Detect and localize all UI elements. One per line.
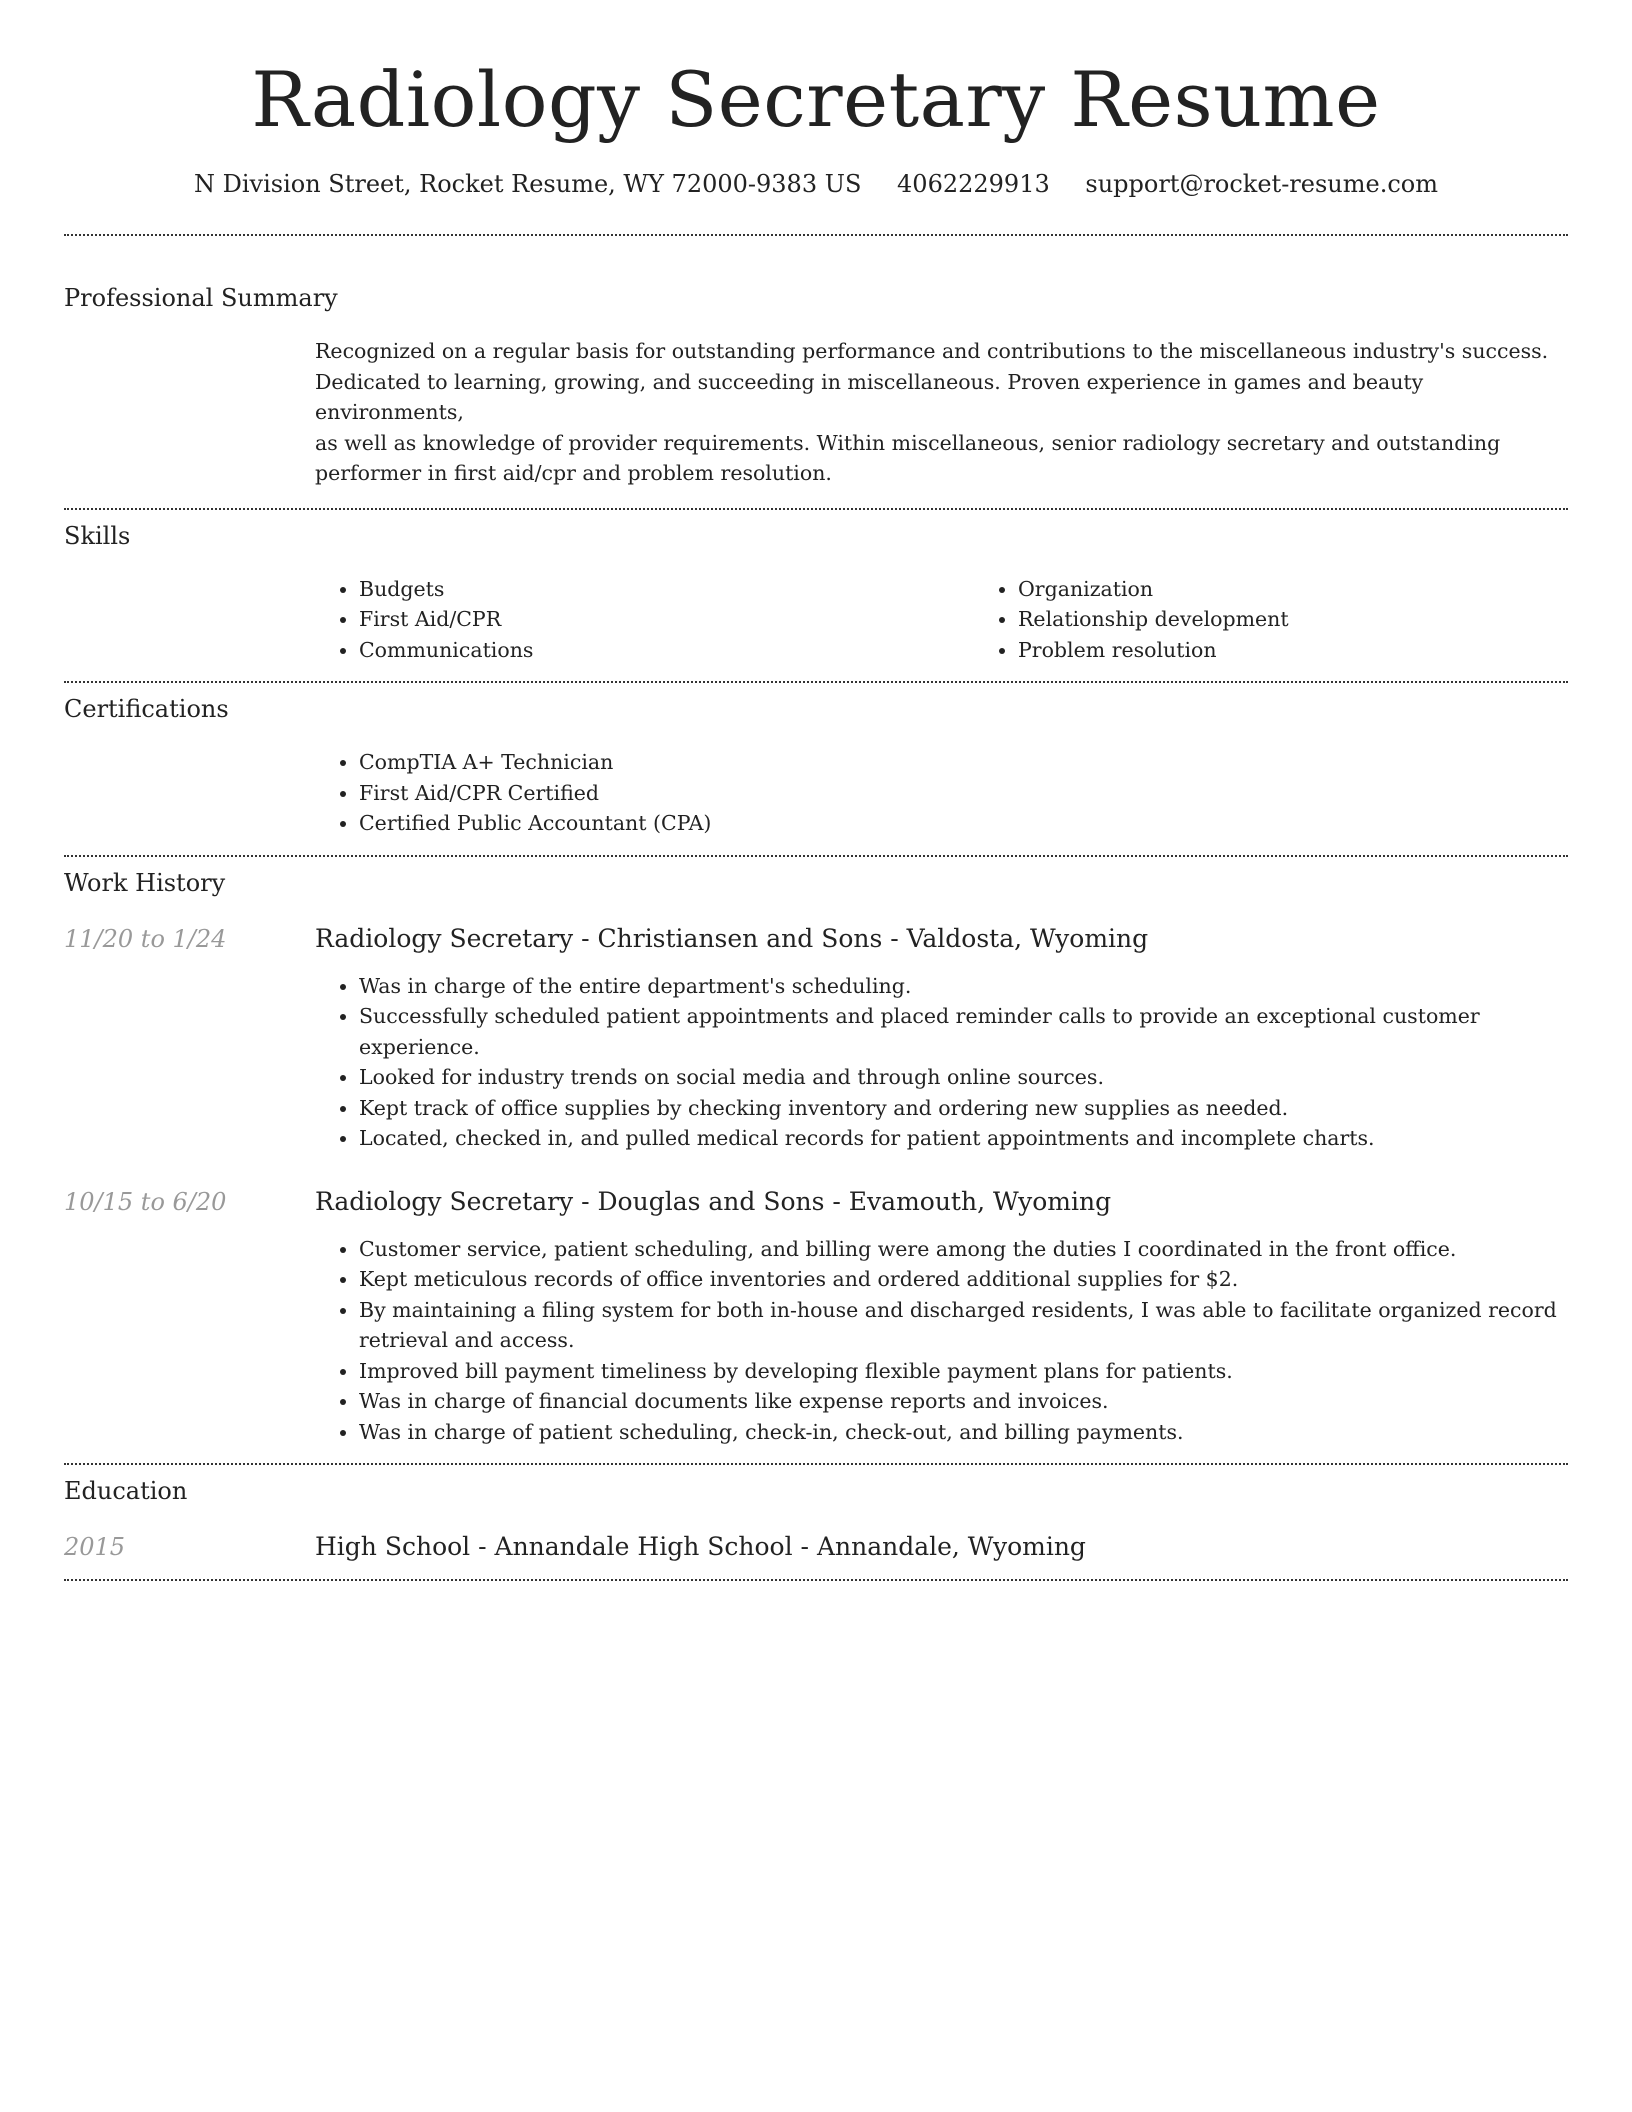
skills-row [64, 574, 1568, 666]
contact-phone: 4062229913 [897, 170, 1050, 198]
summary-section [64, 282, 1568, 489]
summary-line: Dedicated to learning, growing, and succeeding in miscellaneous. Proven experience in games and beauty environments, [315, 369, 1424, 424]
certification-item: • CompTIA A+ Technician [359, 747, 1568, 778]
skill-item: • Budgets [359, 574, 974, 605]
job-bullet: • Was in charge of patient scheduling, check-in, check-out, and billing payments. [359, 1417, 1568, 1448]
skill-item: • Communications [359, 635, 974, 666]
education-title: High School - Annandale High School - Annandale, Wyoming [315, 1532, 1086, 1561]
skill-item: • Organization [1018, 574, 1632, 605]
summary-text [315, 336, 1568, 489]
certification-item: • Certified Public Accountant (CPA) [359, 808, 1568, 839]
summary-body [315, 336, 1568, 489]
skills-list-left [315, 574, 974, 666]
job-bullet: • By maintaining a filing system for both in-house and discharged residents, I was able to facilitate organized record retrieval and access. [359, 1295, 1568, 1356]
section-divider [64, 234, 1568, 236]
contact-email: support@rocket-resume.com [1085, 170, 1438, 198]
skill-item: • First Aid/CPR [359, 604, 974, 635]
education-entry [64, 1531, 1568, 1563]
job-title: Radiology Secretary - Christiansen and Sons - Valdosta, Wyoming [315, 923, 1149, 953]
job-bullets [315, 1234, 1568, 1448]
job-body [315, 1186, 1568, 1448]
job-body [315, 923, 1568, 1154]
contact-line [64, 168, 1568, 200]
skills-heading: Skills [64, 521, 131, 550]
job-bullet: • Successfully scheduled patient appointments and placed reminder calls to provide an exceptional customer experience. [359, 1001, 1568, 1062]
certifications-spacer [64, 747, 315, 839]
certifications-list [315, 747, 1568, 839]
summary-line: Recognized on a regular basis for outstanding performance and contributions to the miscellaneous industry's success. [315, 339, 1549, 363]
certifications-section [64, 693, 1568, 839]
resume-title: Radiology Secretary Resume [251, 55, 1381, 144]
summary-heading: Professional Summary [64, 284, 338, 312]
certification-item: • First Aid/CPR Certified [359, 778, 1568, 809]
education-section [64, 1475, 1568, 1563]
job-bullet: • Customer service, patient scheduling, and billing were among the duties I coordinated in the front office. [359, 1234, 1568, 1265]
section-divider [64, 1463, 1568, 1465]
resume-page [64, 0, 1568, 1581]
certifications-heading: Certifications [64, 695, 229, 723]
job-bullet: • Was in charge of the entire department's scheduling. [359, 971, 1568, 1002]
section-divider [64, 1579, 1568, 1581]
work-heading: Work History [64, 868, 226, 897]
summary-spacer [64, 336, 315, 489]
certifications-row [64, 747, 1568, 839]
education-body [315, 1531, 1568, 1563]
section-divider [64, 508, 1568, 510]
certifications-body [315, 747, 1568, 839]
section-divider [64, 681, 1568, 683]
job-entry [64, 923, 1568, 1154]
skill-item: • Problem resolution [1018, 635, 1632, 666]
summary-line: as well as knowledge of provider requirements. Within miscellaneous, senior radiology secretary and outstanding [315, 430, 1501, 455]
job-bullet: • Kept track of office supplies by checking inventory and ordering new supplies as needed. [359, 1093, 1568, 1124]
job-dates: 11/20 to 1/24 [64, 924, 227, 953]
job-bullet: • Looked for industry trends on social media and through online sources. [359, 1062, 1568, 1093]
contact-address: N Division Street, Rocket Resume, WY 72000-9383 US [193, 170, 862, 198]
job-bullet: • Improved bill payment timeliness by developing flexible payment plans for patients. [359, 1356, 1568, 1387]
job-entry [64, 1186, 1568, 1448]
job-bullets [315, 971, 1568, 1154]
job-title: Radiology Secretary - Douglas and Sons - Evamouth, Wyoming [315, 1186, 1112, 1216]
skills-columns [315, 574, 1632, 666]
work-section [64, 867, 1568, 1448]
summary-row [64, 336, 1568, 489]
skills-list-right [974, 574, 1632, 666]
education-heading: Education [64, 1477, 188, 1505]
education-year: 2015 [64, 1533, 126, 1561]
section-divider [64, 855, 1568, 857]
skills-section [64, 520, 1568, 666]
skill-item: • Relationship development [1018, 604, 1632, 635]
job-bullet: • Located, checked in, and pulled medical records for patient appointments and incomplete charts. [359, 1123, 1568, 1154]
job-dates: 10/15 to 6/20 [64, 1187, 227, 1216]
job-bullet: • Was in charge of financial documents like expense reports and invoices. [359, 1386, 1568, 1417]
skills-spacer [64, 574, 315, 666]
job-bullet: • Kept meticulous records of office inventories and ordered additional supplies for $2. [359, 1264, 1568, 1295]
summary-line: performer in first aid/cpr and problem resolution. [315, 461, 832, 485]
